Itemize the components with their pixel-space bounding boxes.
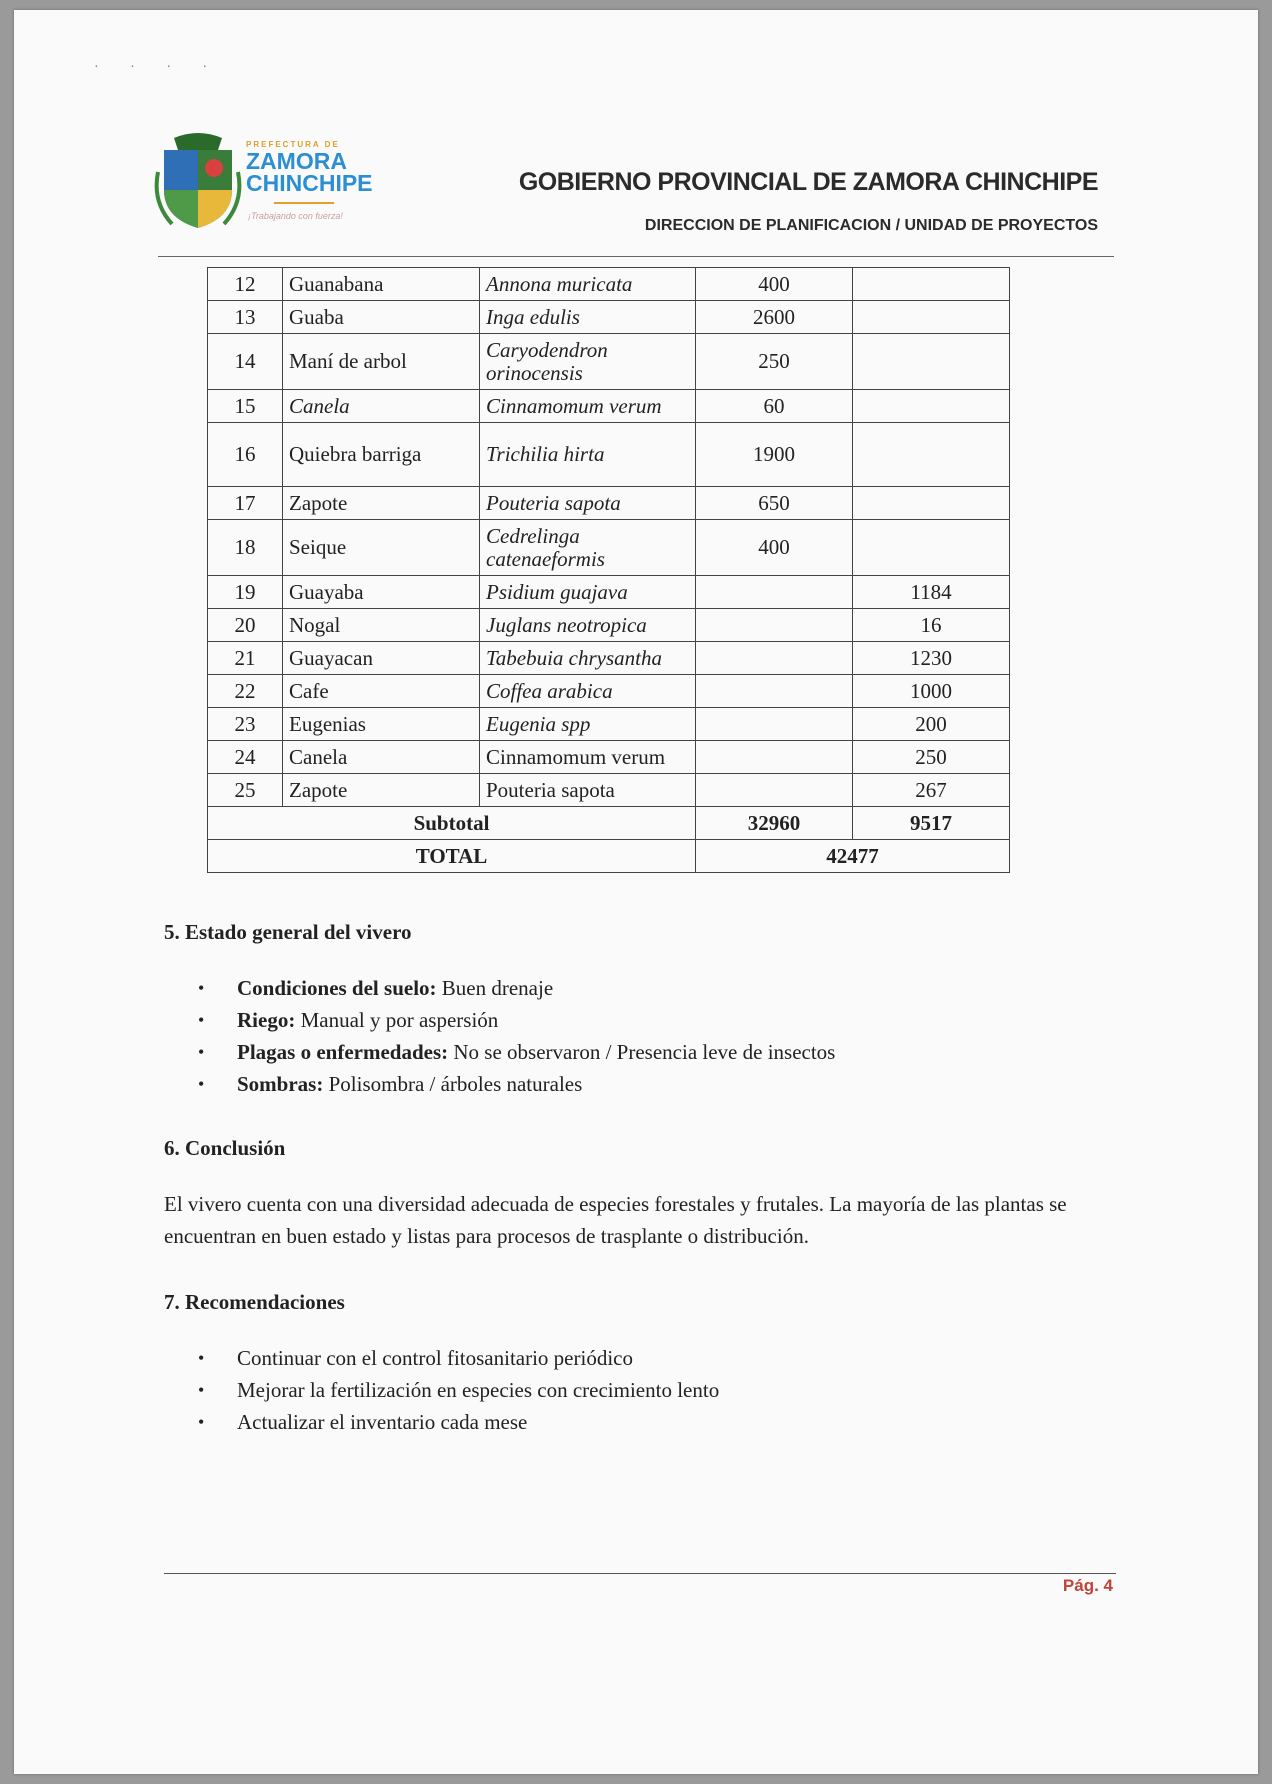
row-number: 12 — [208, 268, 283, 301]
list-item: • Actualizar el inventario cada mese — [164, 1406, 719, 1438]
scientific-name: Cinnamomum verum — [480, 390, 696, 423]
table-row — [208, 423, 1010, 487]
row-number: 16 — [208, 423, 283, 487]
row-number: 25 — [208, 774, 283, 807]
section6-title: 6. Conclusión — [164, 1136, 286, 1160]
table-row — [208, 708, 1010, 741]
scientific-name: Pouteria sapota — [480, 774, 696, 807]
subtotal-row — [208, 807, 1010, 840]
list-item: • Continuar con el control fitosanitario periódico — [164, 1342, 719, 1374]
table-row — [208, 520, 1010, 576]
quantity-a — [696, 609, 853, 642]
quantity-b — [853, 268, 1010, 301]
quantity-b — [853, 487, 1010, 520]
common-name: Quiebra barriga — [283, 423, 480, 487]
quantity-a: 650 — [696, 487, 853, 520]
common-name: Canela — [283, 741, 480, 774]
table-row — [208, 268, 1010, 301]
quantity-a — [696, 774, 853, 807]
footer-divider — [164, 1573, 1116, 1574]
quantity-a — [696, 576, 853, 609]
subtotal-b: 9517 — [853, 807, 1010, 840]
header-divider — [158, 256, 1114, 257]
quantity-a: 400 — [696, 520, 853, 576]
scientific-name: Inga edulis — [480, 301, 696, 334]
quantity-a — [696, 708, 853, 741]
table-row — [208, 390, 1010, 423]
quantity-a: 60 — [696, 390, 853, 423]
common-name: Canela — [283, 390, 480, 423]
scientific-name: Pouteria sapota — [480, 487, 696, 520]
quantity-b — [853, 423, 1010, 487]
quantity-b: 267 — [853, 774, 1010, 807]
header-title: GOBIERNO PROVINCIAL DE ZAMORA CHINCHIPE — [518, 168, 1098, 196]
table-body — [208, 268, 1010, 807]
quantity-a: 400 — [696, 268, 853, 301]
quantity-b — [853, 520, 1010, 576]
scientific-name: Psidium guajava — [480, 576, 696, 609]
quantity-b: 1184 — [853, 576, 1010, 609]
quantity-b — [853, 390, 1010, 423]
row-number: 21 — [208, 642, 283, 675]
conclusion-paragraph: El vivero cuenta con una diversidad adecuada de especies forestales y frutales. La mayoría de las plantas se encuentran en buen estado y listas para procesos de trasplante o distribución. — [164, 1192, 1067, 1248]
logo-slogan: ¡Trabajando con fuerza! — [248, 211, 343, 221]
coat-of-arms-icon — [154, 132, 242, 232]
total-value: 42477 — [696, 840, 1010, 873]
table-row — [208, 609, 1010, 642]
list-item: • Mejorar la fertilización en especies con crecimiento lento — [164, 1374, 719, 1406]
total-row — [208, 840, 1010, 873]
quantity-a — [696, 741, 853, 774]
list-item: • Plagas o enfermedades: No se observaron / Presencia leve de insectos — [164, 1036, 835, 1068]
table-row — [208, 642, 1010, 675]
scientific-name: Tabebuia chrysantha — [480, 642, 696, 675]
header-subtitle: DIRECCION DE PLANIFICACION / UNIDAD DE PROYECTOS — [644, 217, 1098, 234]
section5-title: 5. Estado general del vivero — [164, 920, 412, 944]
row-number: 19 — [208, 576, 283, 609]
row-number: 14 — [208, 334, 283, 390]
table-row — [208, 487, 1010, 520]
table-row — [208, 334, 1010, 390]
scientific-name: Eugenia spp — [480, 708, 696, 741]
quantity-b: 1000 — [853, 675, 1010, 708]
row-number: 18 — [208, 520, 283, 576]
scientific-name: Trichilia hirta — [480, 423, 696, 487]
quantity-b: 200 — [853, 708, 1010, 741]
subtotal-a: 32960 — [696, 807, 853, 840]
list-item: • Riego: Manual y por aspersión — [164, 1004, 835, 1036]
row-number: 22 — [208, 675, 283, 708]
quantity-a — [696, 642, 853, 675]
logo-divider — [274, 202, 334, 204]
prefectura-logo — [154, 122, 384, 232]
logo-line2: CHINCHIPE — [246, 170, 373, 196]
table-row — [208, 675, 1010, 708]
scientific-name: Juglans neotropica — [480, 609, 696, 642]
quantity-b: 1230 — [853, 642, 1010, 675]
common-name: Guayacan — [283, 642, 480, 675]
logo-prefix: PREFECTURA DE — [246, 140, 340, 149]
common-name: Guaba — [283, 301, 480, 334]
common-name: Nogal — [283, 609, 480, 642]
quantity-b: 16 — [853, 609, 1010, 642]
row-number: 15 — [208, 390, 283, 423]
table-row — [208, 301, 1010, 334]
section7-title: 7. Recomendaciones — [164, 1290, 345, 1314]
common-name: Guanabana — [283, 268, 480, 301]
quantity-a: 250 — [696, 334, 853, 390]
row-number: 20 — [208, 609, 283, 642]
species-inventory-table — [207, 267, 1010, 873]
page-number: Pág. 4 — [1062, 1576, 1113, 1595]
common-name: Seique — [283, 520, 480, 576]
row-number: 23 — [208, 708, 283, 741]
quantity-b: 250 — [853, 741, 1010, 774]
scientific-name: Caryodendron orinocensis — [480, 334, 696, 390]
quantity-a — [696, 675, 853, 708]
section7-list — [164, 1342, 719, 1438]
row-number: 24 — [208, 741, 283, 774]
list-item: • Sombras: Polisombra / árboles naturales — [164, 1068, 835, 1100]
scan-marks: · · · · — [94, 60, 222, 75]
table-row — [208, 741, 1010, 774]
section5-list — [164, 972, 835, 1100]
row-number: 13 — [208, 301, 283, 334]
total-label: TOTAL — [208, 840, 696, 873]
list-item: • Condiciones del suelo: Buen drenaje — [164, 972, 835, 1004]
scientific-name: Annona muricata — [480, 268, 696, 301]
logo-line1: ZAMORA — [246, 148, 347, 174]
subtotal-label: Subtotal — [208, 807, 696, 840]
scientific-name: Cinnamomum verum — [480, 741, 696, 774]
quantity-a: 2600 — [696, 301, 853, 334]
table-row — [208, 774, 1010, 807]
scientific-name: Cedrelinga catenaeformis — [480, 520, 696, 576]
quantity-b — [853, 301, 1010, 334]
common-name: Cafe — [283, 675, 480, 708]
common-name: Zapote — [283, 487, 480, 520]
document-page — [14, 10, 1258, 1774]
quantity-a: 1900 — [696, 423, 853, 487]
common-name: Eugenias — [283, 708, 480, 741]
common-name: Maní de arbol — [283, 334, 480, 390]
common-name: Zapote — [283, 774, 480, 807]
quantity-b — [853, 334, 1010, 390]
common-name: Guayaba — [283, 576, 480, 609]
scientific-name: Coffea arabica — [480, 675, 696, 708]
row-number: 17 — [208, 487, 283, 520]
table-row — [208, 576, 1010, 609]
